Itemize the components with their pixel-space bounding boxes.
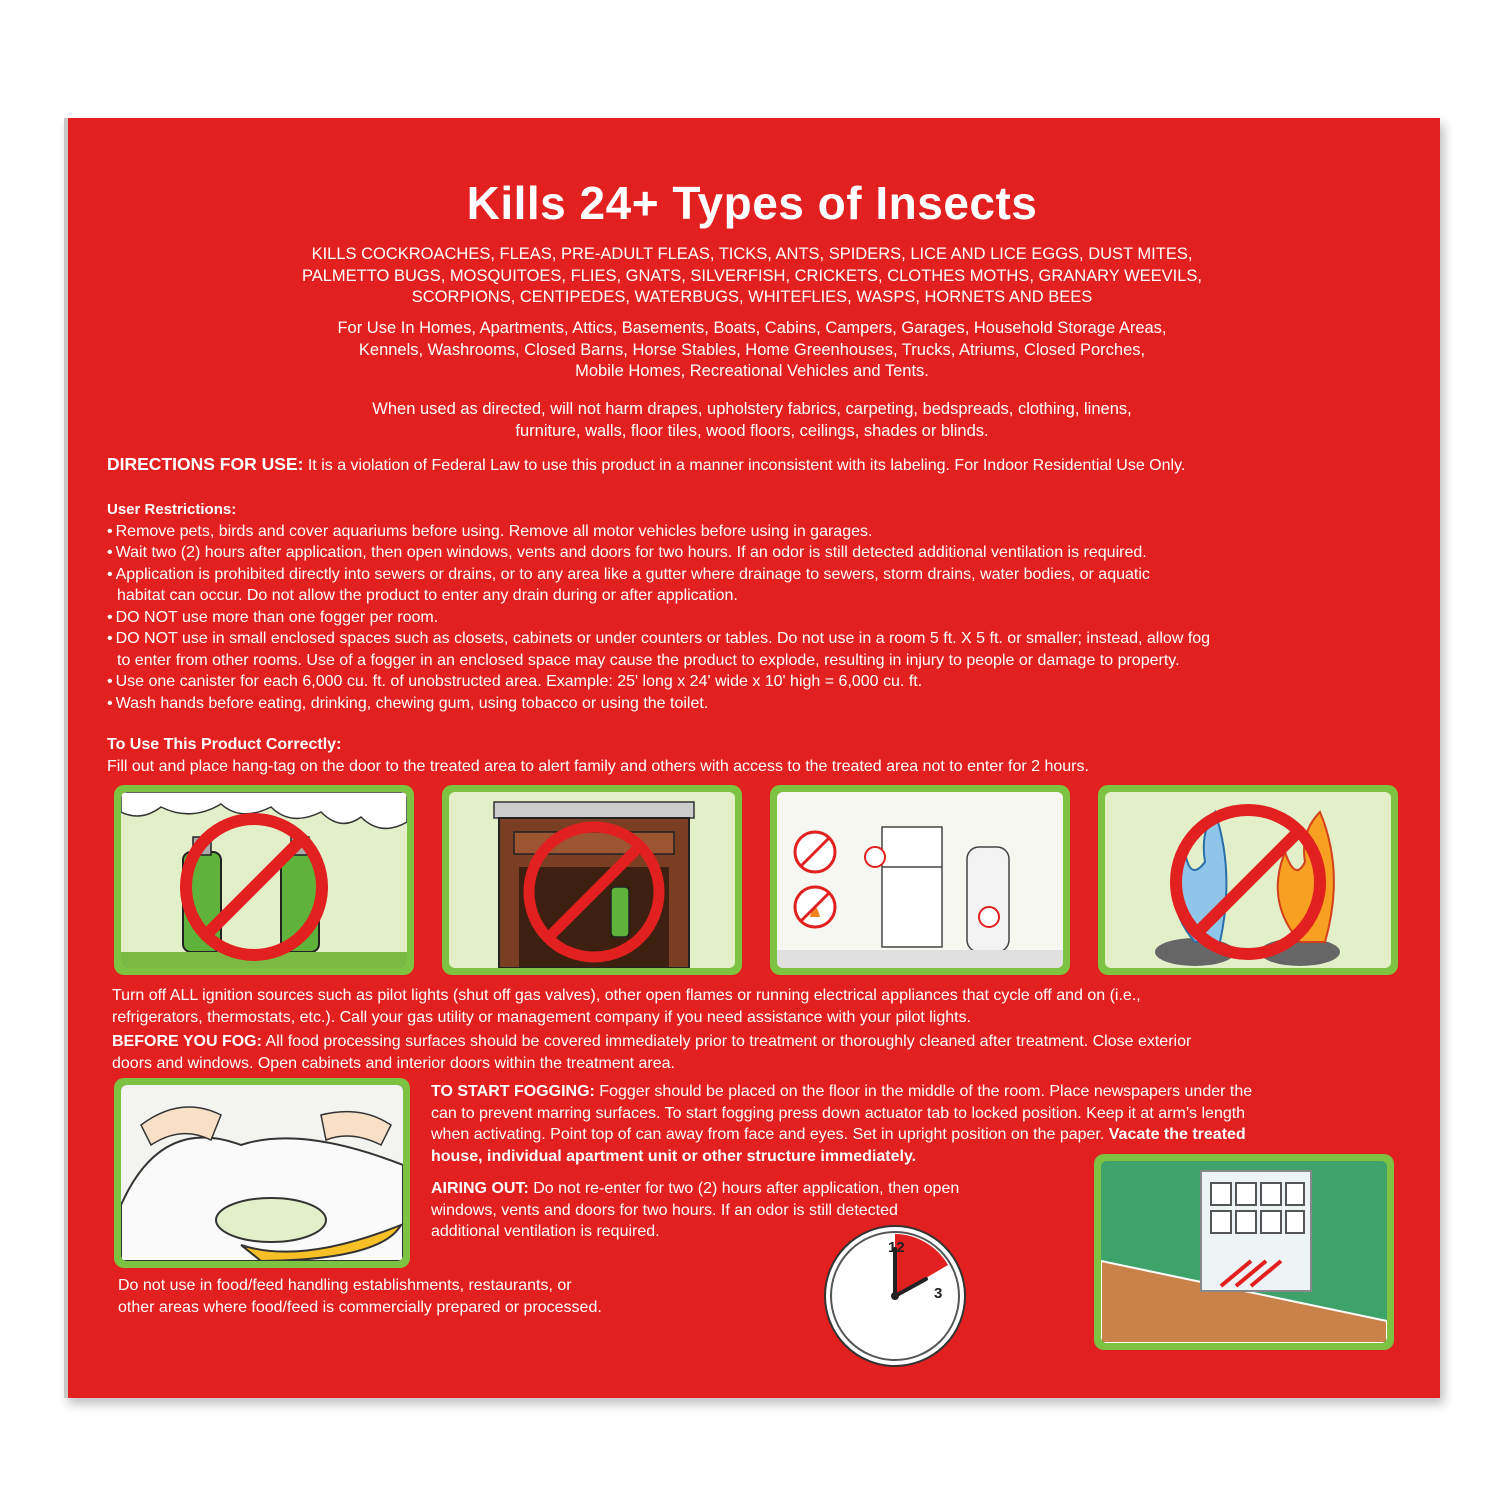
airing-out-line: additional ventilation is required. [431, 1223, 660, 1240]
airing-out-line: windows, vents and doors for two hours. If an odor is still detected [431, 1201, 898, 1219]
before-fog-line: doors and windows. Open cabinets and interior doors within the treatment area. [112, 1054, 675, 1072]
panel-open-windows [1094, 1154, 1394, 1350]
start-fogging-label: TO START FOGGING: [431, 1083, 595, 1100]
no-harm-line: furniture, walls, floor tiles, wood floors, ceilings, shades or blinds. [515, 421, 989, 440]
start-fogging-line: Fogger should be placed on the floor in the middle of the room. Place newspapers under the [594, 1083, 1253, 1100]
no-harm-text [64, 399, 1440, 442]
product-box-back [64, 118, 1440, 1398]
correct-use [107, 734, 1089, 777]
food-note [118, 1275, 602, 1318]
panel-no-enclosed-spaces [442, 785, 742, 975]
user-restrictions [107, 499, 1427, 714]
clock-numeral: 12 [888, 1239, 905, 1256]
restrictions-heading: User Restrictions: [107, 501, 237, 518]
no-enclosed-spaces-illustration [449, 792, 735, 968]
use-in-list [64, 318, 1440, 383]
use-in-line: Mobile Homes, Recreational Vehicles and Tents. [575, 362, 929, 380]
open-window-illustration [1101, 1161, 1387, 1343]
kills-list [64, 244, 1440, 309]
vacate-text: house, individual apartment unit or other structure immediately. [431, 1147, 917, 1165]
correct-use-heading: To Use This Product Correctly: [107, 736, 342, 753]
use-in-line: Kennels, Washrooms, Closed Barns, Horse Stables, Home Greenhouses, Trucks, Atriums, Closed Porches, [358, 340, 1146, 359]
before-you-fog [112, 1031, 1191, 1074]
before-fog-label: BEFORE YOU FOG: [112, 1033, 262, 1050]
food-note-line: other areas where food/feed is commercially prepared or processed. [118, 1298, 602, 1316]
panel-no-pilot-lights [1098, 785, 1398, 975]
restriction-item: • Use one canister for each 6,000 cu. ft. of unobstructed area. Example: 25' long x 24' wide x 10' high = 6,000 cu. ft. [107, 671, 1427, 693]
kills-line: SCORPIONS, CENTIPEDES, WATERBUGS, WHITEFLIES, WASPS, HORNETS AND BEES [411, 288, 1093, 306]
restriction-item-continued: habitat can occur. Do not allow the product to enter any drain during or after application. [117, 587, 738, 604]
two-hour-clock-icon [822, 1223, 968, 1369]
cover-food-illustration [121, 1085, 403, 1261]
vacate-text: Vacate the treated [1108, 1126, 1246, 1143]
start-fogging-line: can to prevent marring surfaces. To start fogging press down actuator tab to locked position. Keep it at arm’s length [431, 1104, 1246, 1122]
kills-line: KILLS COCKROACHES, FLEAS, PRE-ADULT FLEAS, TICKS, ANTS, SPIDERS, LICE AND LICE EGGS, DUST MITES, [311, 245, 1193, 263]
panel-appliances [770, 785, 1070, 975]
restriction-item: • Wash hands before eating, drinking, chewing gum, using tobacco or using the toilet. [107, 693, 1427, 715]
panel-cover-food [114, 1078, 410, 1268]
panel-no-multiple-foggers [114, 785, 414, 975]
restriction-item-continued: to enter from other rooms. Use of a fogger in an enclosed space may cause the product to explode, resulting in injury to people or damage to property. [117, 651, 1180, 669]
ignition-line: Turn off ALL ignition sources such as pilot lights (shut off gas valves), other open flames or running electrical appliances that cycle off and on (i.e., [112, 987, 1141, 1004]
kills-line: PALMETTO BUGS, MOSQUITOES, FLIES, GNATS, SILVERFISH, CRICKETS, CLOTHES MOTHS, GRANARY WEEVILS, [301, 266, 1203, 285]
start-fogging-line: when activating. Point top of can away from face and eyes. Set in upright position on the paper. [431, 1126, 1109, 1143]
restriction-item: • Remove pets, birds and cover aquariums before using. Remove all motor vehicles before using in garages. [107, 521, 1427, 543]
page-title: Kills 24+ Types of Insects [466, 177, 1038, 229]
use-in-line: For Use In Homes, Apartments, Attics, Basements, Boats, Cabins, Campers, Garages, Household Storage Areas, [337, 319, 1167, 337]
correct-use-text: Fill out and place hang-tag on the door to the treated area to alert family and others with access to the treated area not to enter for 2 hours. [107, 757, 1089, 775]
directions-text: It is a violation of Federal Law to use this product in a manner inconsistent with its labeling. For Indoor Residential Use Only. [303, 457, 1186, 474]
ignition-line: refrigerators, thermostats, etc.). Call your gas utility or management company if you need assistance with your pilot lights. [112, 1008, 972, 1026]
no-pilot-lights-illustration [1105, 792, 1391, 968]
airing-out [431, 1178, 1071, 1243]
directions-label: DIRECTIONS FOR USE: [107, 454, 304, 474]
food-note-line: Do not use in food/feed handling establishments, restaurants, or [118, 1277, 572, 1294]
box-edge [64, 118, 68, 1398]
airing-out-label: AIRING OUT: [431, 1180, 529, 1197]
ignition-text [112, 985, 1141, 1028]
restriction-item: • Application is prohibited directly into sewers or drains, or to any area like a gutter where drainage to sewers, storm drains, water bodies, or aquatic [107, 564, 1427, 586]
directions-for-use [107, 454, 1185, 477]
before-fog-line: All food processing surfaces should be covered immediately prior to treatment or thoroughly cleaned after treatment. Close exterior [261, 1033, 1192, 1050]
clock-numeral: 3 [934, 1285, 943, 1302]
restriction-item: • DO NOT use more than one fogger per room. [107, 607, 1427, 629]
restriction-item: • Wait two (2) hours after application, then open windows, vents and doors for two hours. If an odor is still detected additional ventilation is required. [107, 542, 1427, 564]
restriction-item: • DO NOT use in small enclosed spaces such as closets, cabinets or under counters or tables. Do not use in a room 5 ft. X 5 ft. or smaller; instead, allow fog [107, 628, 1427, 650]
no-harm-line: When used as directed, will not harm drapes, upholstery fabrics, carpeting, bedspreads, clothing, linens, [372, 400, 1132, 418]
airing-out-line: Do not re-enter for two (2) hours after application, then open [528, 1180, 960, 1197]
appliances-illustration [777, 792, 1063, 968]
no-multiple-foggers-illustration [121, 792, 407, 968]
